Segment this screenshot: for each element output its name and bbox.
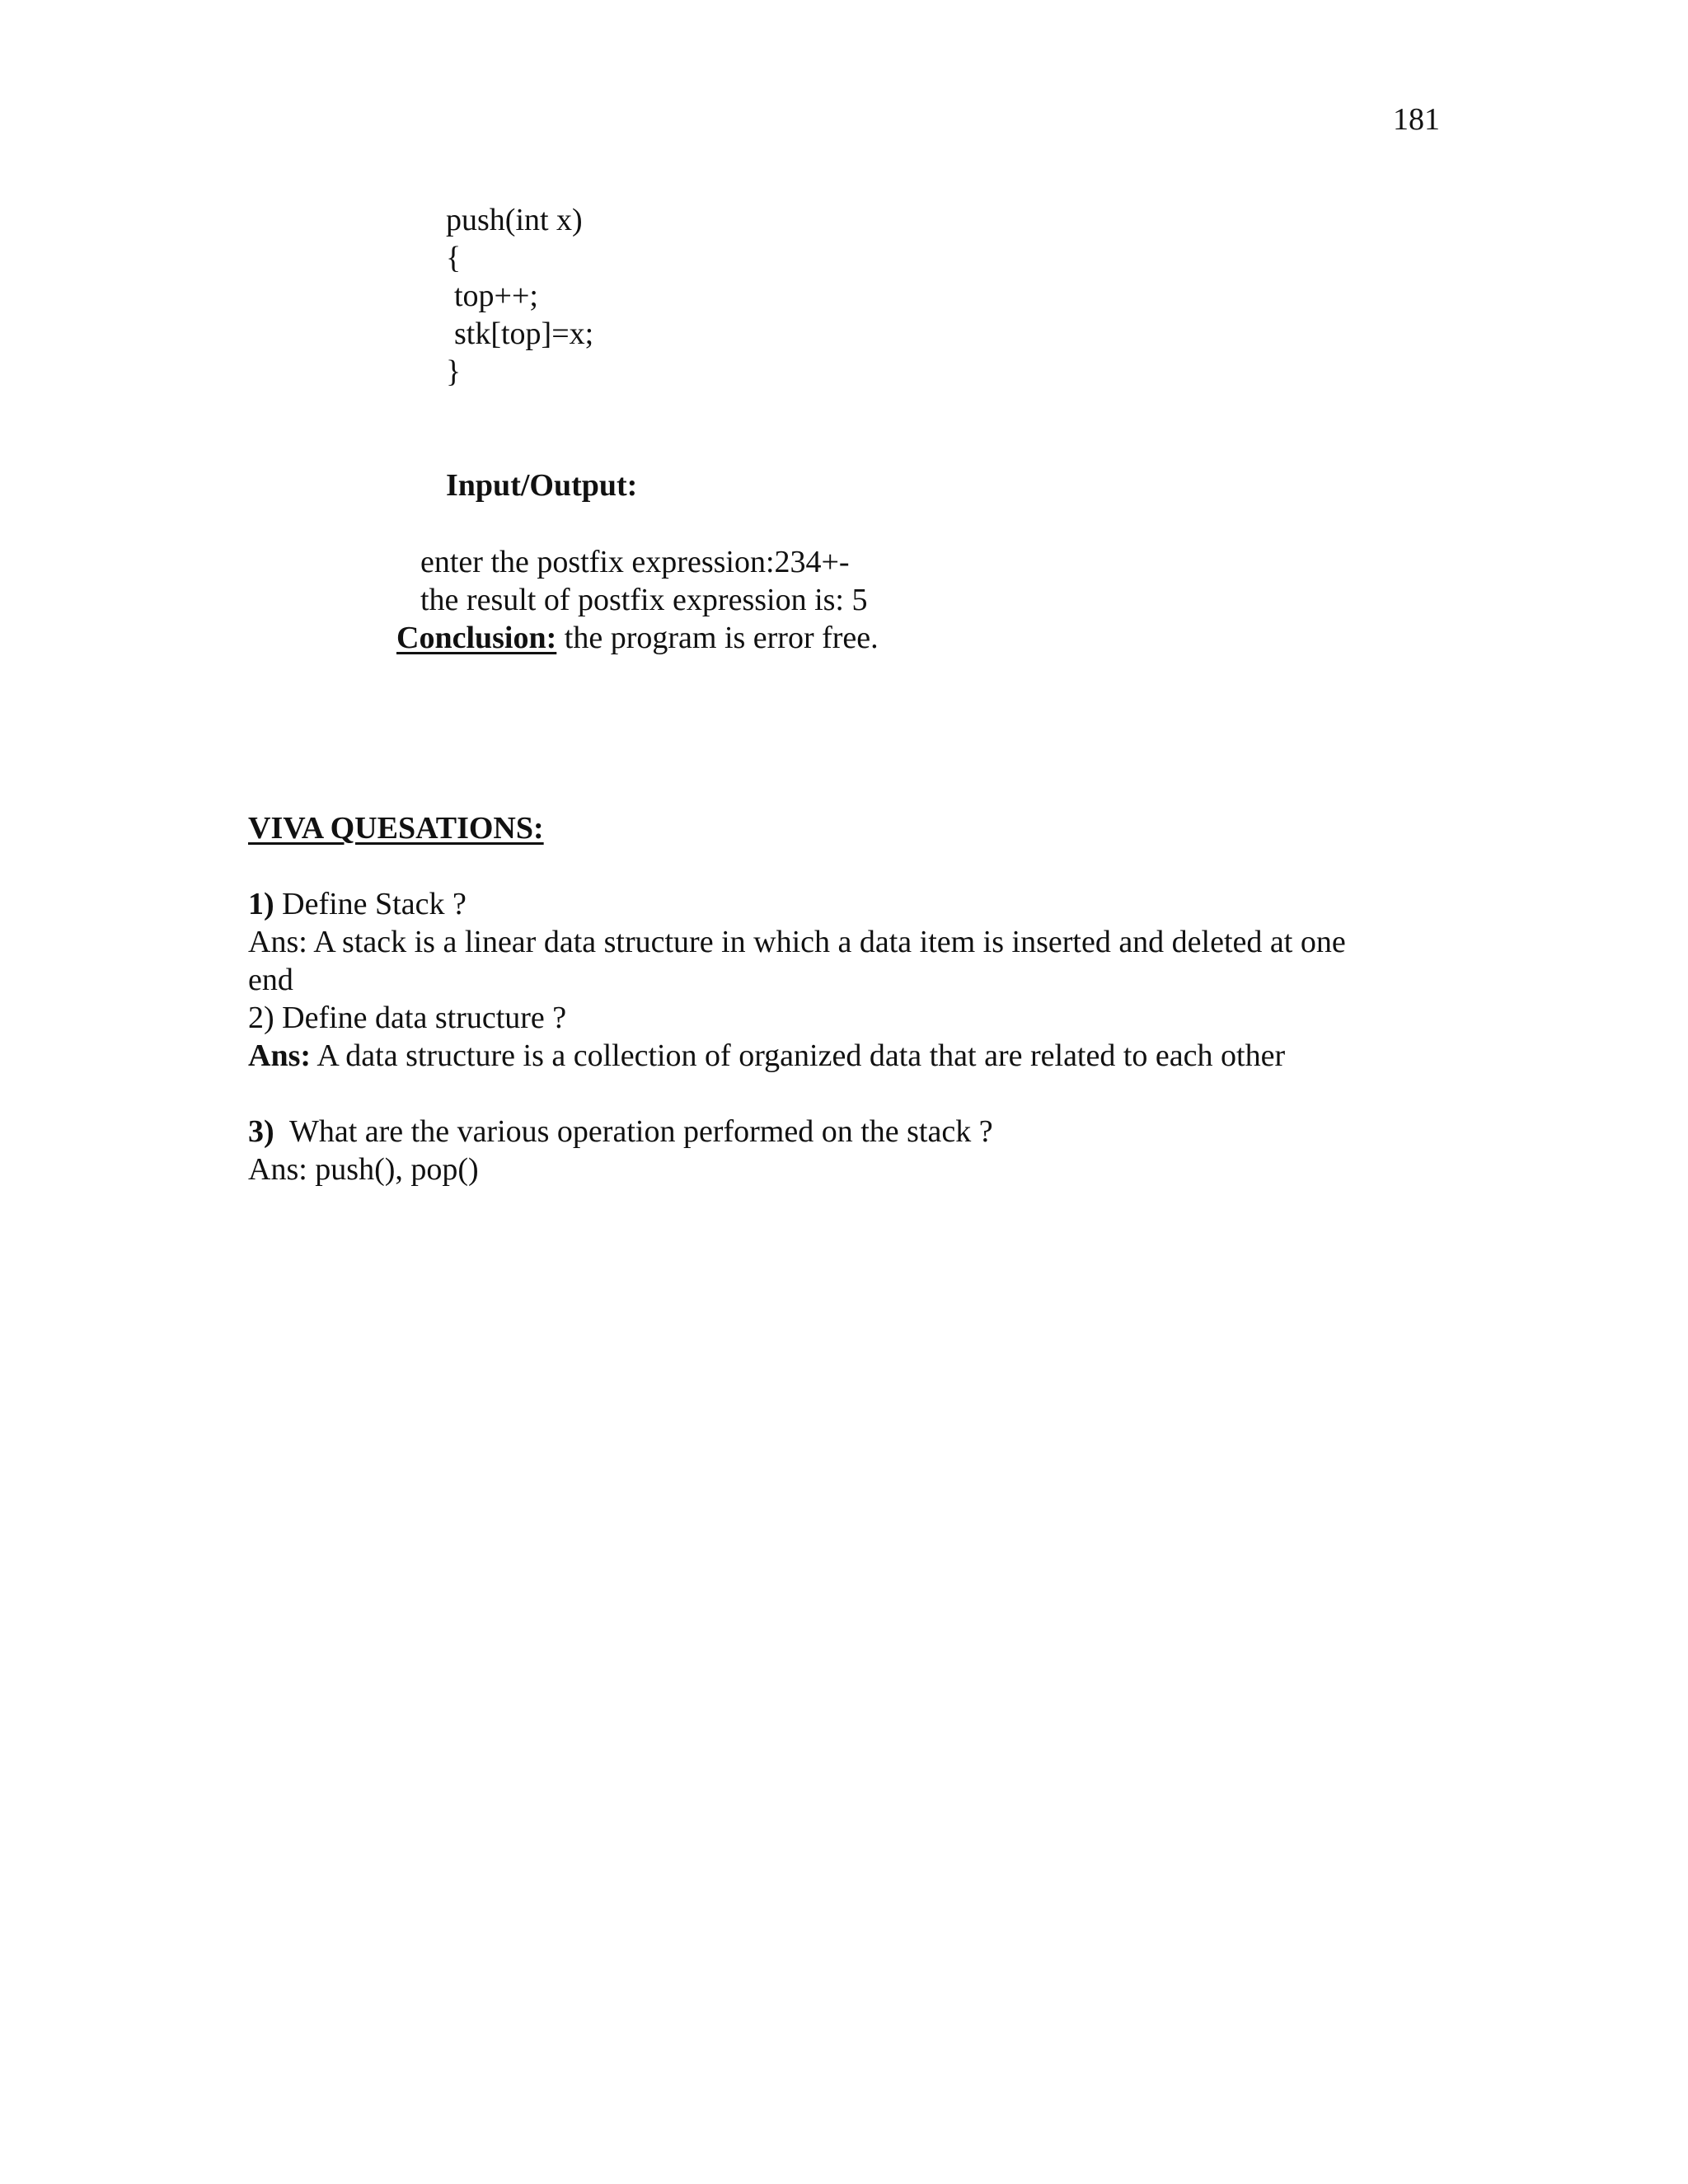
conclusion-label: Conclusion: <box>396 621 557 655</box>
answer-1-line: Ans: A stack is a linear data structure in which a data item is inserted and deleted at one <box>248 925 1346 959</box>
question-number: 1) <box>248 887 274 921</box>
answer-3: Ans: push(), pop() <box>248 1152 479 1187</box>
io-line: enter the postfix expression:234+- <box>420 545 850 579</box>
question-2: 2) Define data structure ? <box>248 1001 567 1035</box>
question-1 <box>248 888 467 920</box>
question-text: Define Stack ? <box>274 887 467 921</box>
io-heading: Input/Output: <box>446 468 638 503</box>
answer-1-line: end <box>248 963 293 997</box>
code-line: push(int x) <box>446 203 583 237</box>
code-line: stk[top]=x; <box>454 316 594 351</box>
question-3 <box>248 1116 993 1147</box>
viva-heading: VIVA QUESATIONS: <box>248 811 544 846</box>
conclusion-text: the program is error free. <box>556 621 879 655</box>
io-line: the result of postfix expression is: 5 <box>420 583 868 617</box>
page-number: 181 <box>1393 102 1440 137</box>
question-text: What are the various operation performed on the stack ? <box>274 1114 993 1149</box>
answer-prefix: Ans: <box>248 1038 312 1073</box>
code-line: top++; <box>454 279 538 313</box>
answer-2 <box>248 1040 1285 1071</box>
code-line: { <box>446 241 462 275</box>
question-number: 3) <box>248 1114 274 1149</box>
answer-text: A data structure is a collection of organized data that are related to each other <box>311 1038 1286 1073</box>
code-line: } <box>446 354 462 389</box>
conclusion <box>396 622 879 654</box>
